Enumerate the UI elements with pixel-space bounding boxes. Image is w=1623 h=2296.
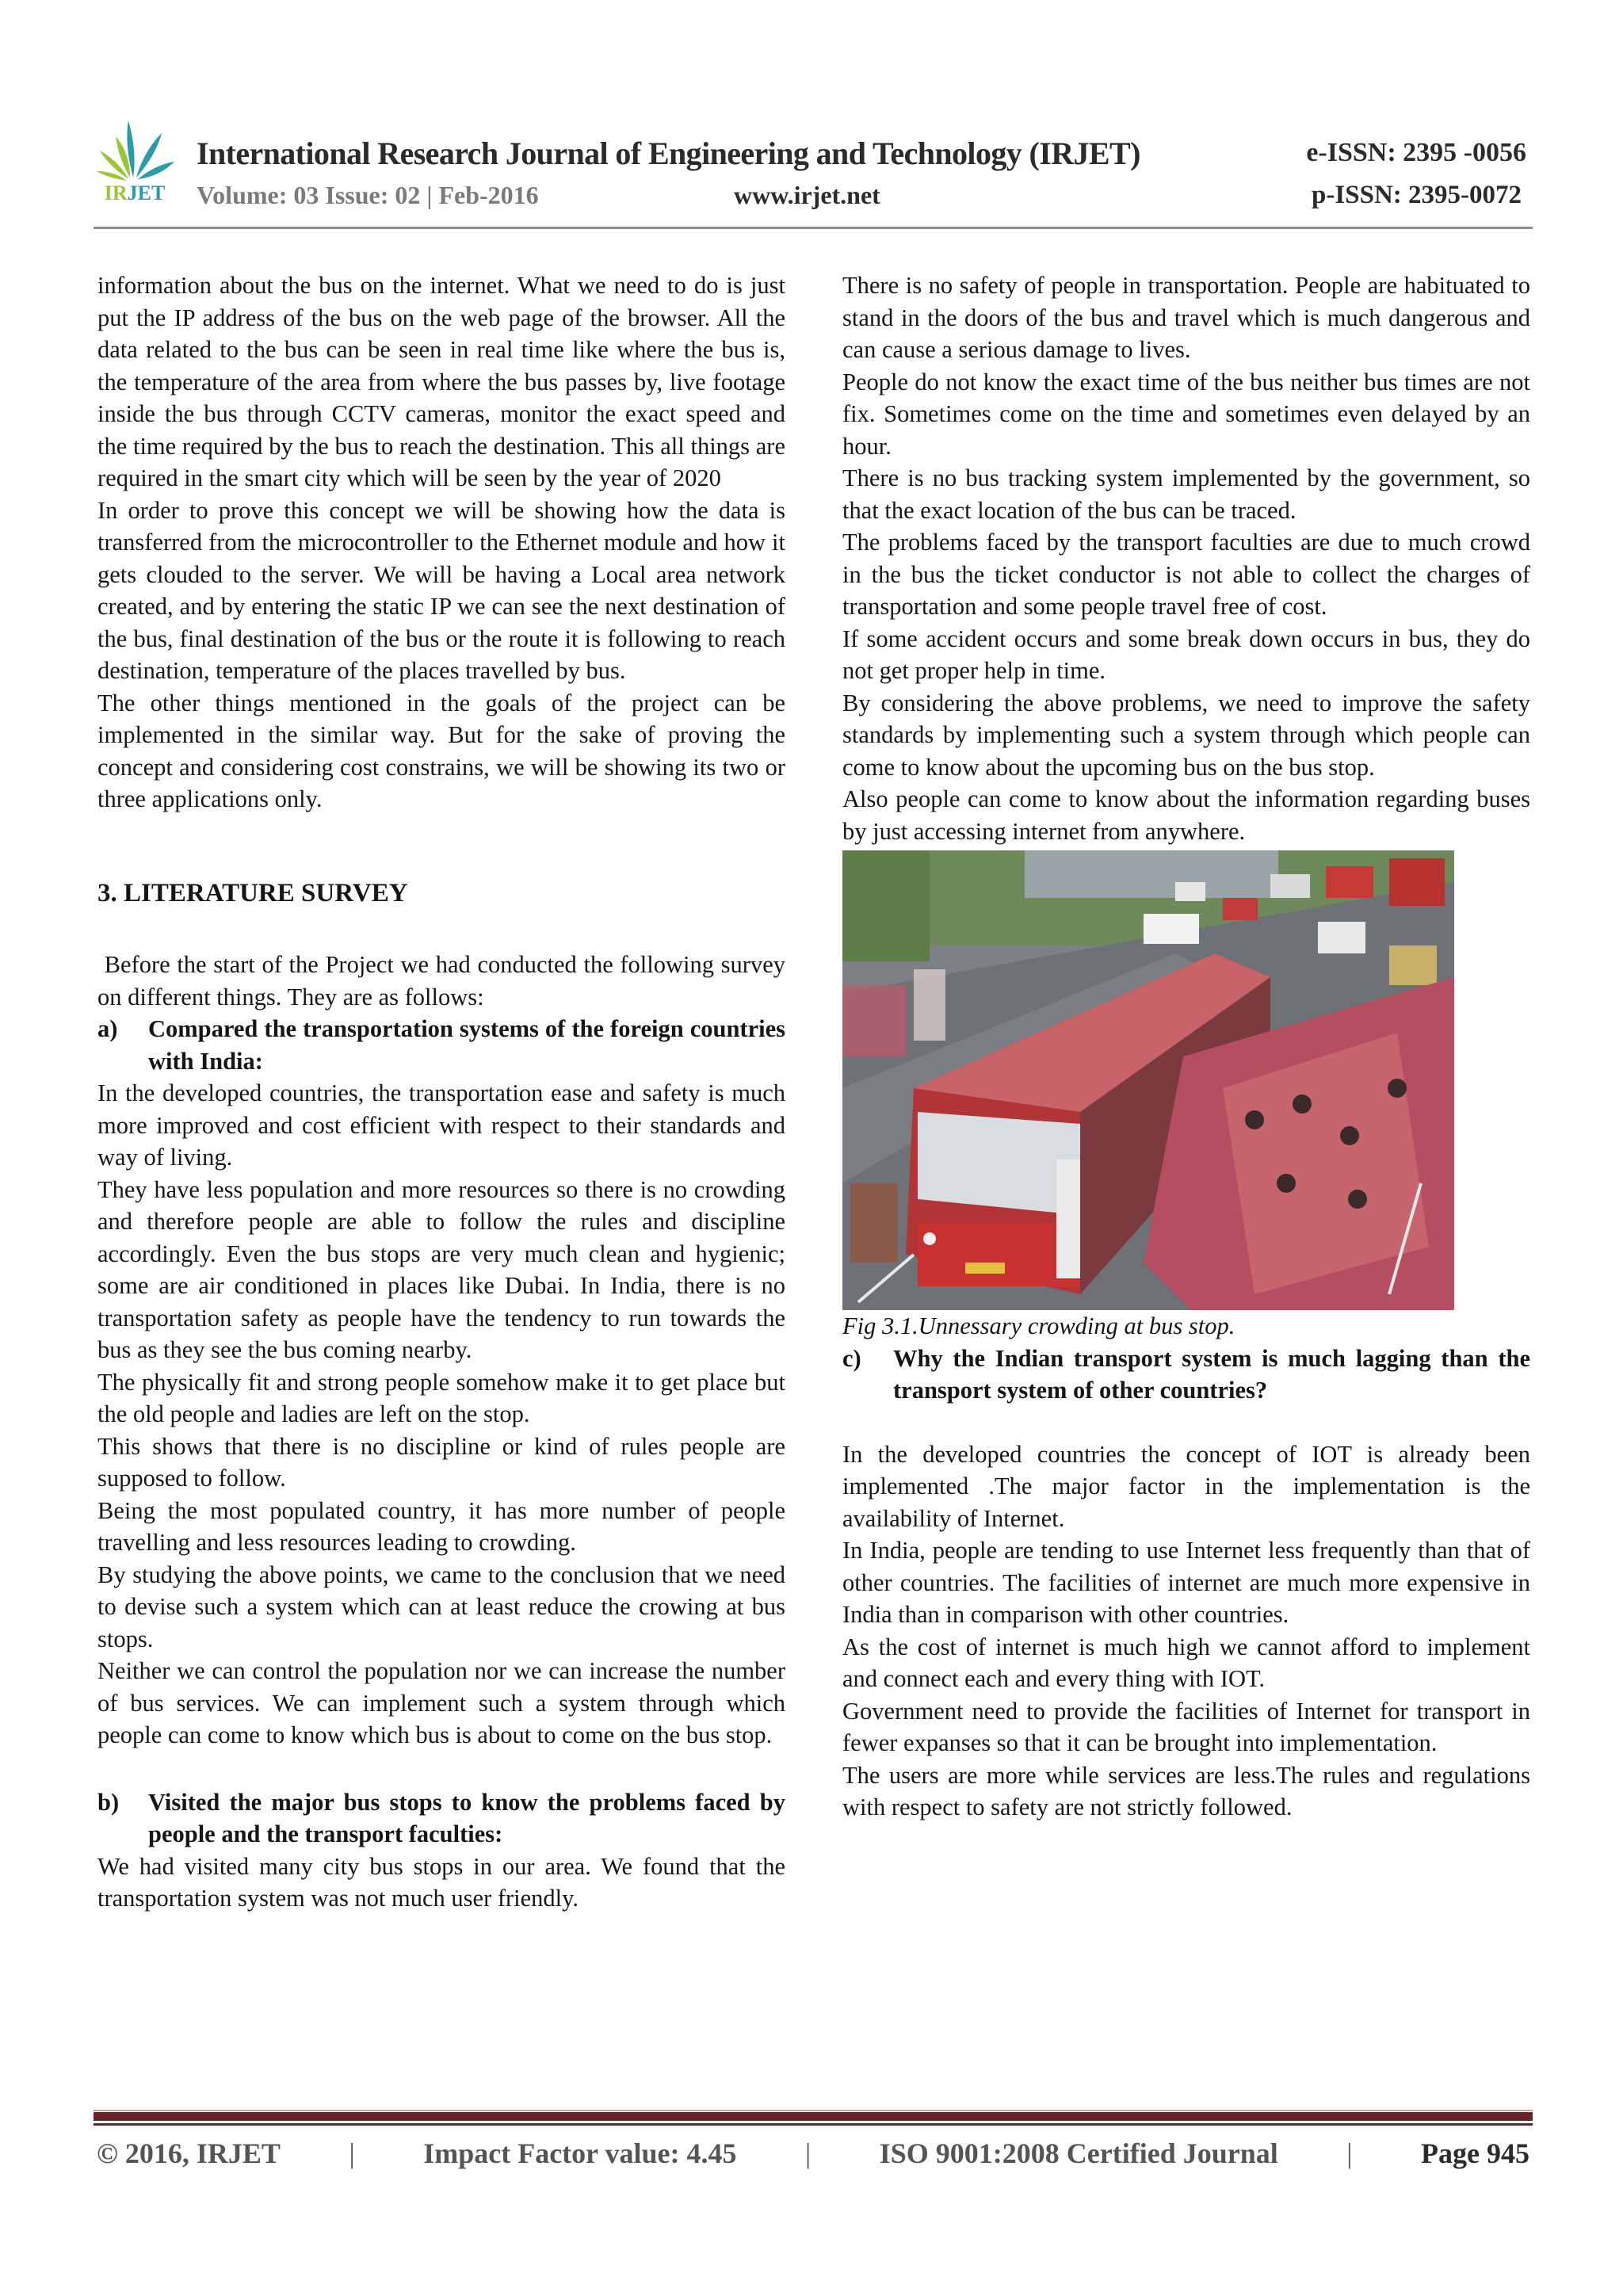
- subsection-title: Visited the major bus stops to know the problems faced by people and the transport faculties:: [148, 1788, 785, 1847]
- paragraph: Neither we can control the population nor we can increase the number of bus services. We can implement such a system through which people can come to know which bus is about to come on the bus stop.: [97, 1657, 785, 1748]
- footer-separator: |: [1346, 2137, 1353, 2169]
- footer-separator: |: [805, 2137, 812, 2169]
- paragraph: The other things mentioned in the goals of the project can be implemented in the similar way. But for the sake of proving the concept and considering cost constrains, we will be showing its two or three applications only.: [97, 689, 785, 812]
- paragraph: We had visited many city bus stops in our area. We found that the transportation system was not much user friendly.: [97, 1852, 785, 1912]
- page-header: [94, 111, 1533, 230]
- footer-copyright: © 2016, IRJET: [97, 2137, 281, 2169]
- paragraph: There is no bus tracking system implemented by the government, so that the exact location of the bus can be traced.: [842, 464, 1530, 524]
- footer-separator: |: [349, 2137, 355, 2169]
- paragraph: In order to prove this concept we will be showing how the data is transferred from the microcontroller to the Ethernet module and how it gets clouded to the server. We will be having a Local area network created, and by entering the static IP we can see the next destination of the bus, final destination of the bus or the route it is following to reach destination, temperature of the places travelled by bus.: [97, 496, 785, 684]
- subsection-title: Compared the transportation systems of the foreign countries with India:: [148, 1015, 785, 1075]
- p-issn: p-ISSN: 2395-0072: [1312, 181, 1522, 209]
- paragraph: People do not know the exact time of the bus neither bus times are not fix. Sometimes come on the time and sometimes even delayed by an hour.: [842, 368, 1530, 460]
- paragraph: In India, people are tending to use Internet less frequently than that of other countries. The facilities of internet are much more expensive in India than in comparison with other countries.: [842, 1537, 1530, 1628]
- journal-website-link[interactable]: www.irjet.net: [734, 181, 880, 209]
- list-marker: a): [97, 1015, 118, 1042]
- paragraph: By studying the above points, we came to the conclusion that we need to devise such a system which can at least reduce the crowing at bus stops.: [97, 1561, 785, 1652]
- page-footer: [97, 2134, 1529, 2173]
- paragraph: They have less population and more resources so there is no crowding and therefore people are able to follow the rules and discipline accordingly. Even the bus stops are very much clean and hygienic; some are air conditioned in places like Dubai. In India, there is no transportation safety as people have the tendency to run towards the bus as they see the bus coming nearby.: [97, 1175, 785, 1363]
- footer-impact-factor: Impact Factor value: 4.45: [423, 2137, 737, 2169]
- footer-divider: [94, 2112, 1533, 2121]
- paragraph: In the developed countries, the transportation ease and safety is much more improved and cost efficient with respect to their standards and way of living.: [97, 1079, 785, 1171]
- paragraph: As the cost of internet is much high we cannot afford to implement and connect each and every thing with IOT.: [842, 1633, 1530, 1692]
- header-divider: [94, 227, 1533, 229]
- journal-title: International Research Journal of Engineering and Technology (IRJET): [197, 136, 1140, 171]
- list-marker: b): [97, 1788, 120, 1816]
- paragraph: The users are more while services are less.The rules and regulations with respect to safety are not strictly followed.: [842, 1761, 1530, 1820]
- subsection-heading-b: [97, 1786, 785, 1851]
- footer-divider-thin: [94, 2110, 1533, 2111]
- figure-bus-crowding-photo: [842, 850, 1454, 1310]
- paragraph: Also people can come to know about the information regarding buses by just accessing internet from anywhere.: [842, 785, 1530, 845]
- section-heading: 3. LITERATURE SURVEY: [97, 878, 408, 907]
- subsection-heading-a: [97, 1013, 785, 1077]
- svg-text:IRJET: IRJET: [104, 181, 166, 203]
- e-issn: e-ISSN: 2395 -0056: [1306, 138, 1526, 167]
- paragraph: Being the most populated country, it has more number of people travelling and less resources leading to crowding.: [97, 1496, 785, 1556]
- volume-issue: Volume: 03 Issue: 02 | Feb-2016: [197, 181, 539, 209]
- left-column: [97, 269, 792, 1915]
- paragraph: There is no safety of people in transportation. People are habituated to stand in the doors of the bus and travel which is much dangerous and can cause a serious damage to lives.: [842, 272, 1530, 363]
- paragraph: information about the bus on the internet. What we need to do is just put the IP address of the bus on the web page of the browser. All the data related to the bus can be seen in real time like where the bus is, the temperature of the area from where the bus passes by, live footage inside the bus through CCTV cameras, monitor the exact speed and the time required by the bus to reach the destination. This all things are required in the smart city which will be seen by the year of 2020: [97, 272, 785, 491]
- bus-crowd-image: [842, 850, 1454, 1310]
- paragraph: By considering the above problems, we need to improve the safety standards by implementing such a system through which people can come to know about the upcoming bus on the bus stop.: [842, 689, 1530, 781]
- footer-divider-thin: [94, 2123, 1533, 2126]
- subsection-title: Why the Indian transport system is much lagging than the transport system of other countries?: [893, 1344, 1530, 1404]
- irjet-logo-icon: [94, 116, 176, 203]
- page-number: Page 945: [1421, 2137, 1529, 2169]
- figure-caption: Fig 3.1.Unnessary crowding at bus stop.: [842, 1312, 1235, 1339]
- subsection-heading-c: [842, 1343, 1530, 1407]
- paragraph: In the developed countries the concept of IOT is already been implemented .The major factor in the implementation is the availability of Internet.: [842, 1440, 1530, 1532]
- paragraph: This shows that there is no discipline or kind of rules people are supposed to follow.: [97, 1432, 785, 1492]
- paragraph: Before the start of the Project we had conducted the following survey on different things. They are as follows:: [97, 951, 792, 1010]
- right-column: [842, 269, 1530, 1824]
- paragraph: If some accident occurs and some break down occurs in bus, they do not get proper help in time.: [842, 625, 1530, 684]
- paragraph: The physically fit and strong people somehow make it to get place but the old people and ladies are left on the stop.: [97, 1368, 785, 1427]
- list-marker: c): [842, 1344, 861, 1372]
- paragraph: Government need to provide the facilities of Internet for transport in fewer expanses so that it can be brought into implementation.: [842, 1697, 1530, 1756]
- footer-certification: ISO 9001:2008 Certified Journal: [879, 2137, 1278, 2169]
- paragraph: The problems faced by the transport faculties are due to much crowd in the bus the ticket conductor is not able to collect the charges of transportation and some people travel free of cost.: [842, 529, 1530, 620]
